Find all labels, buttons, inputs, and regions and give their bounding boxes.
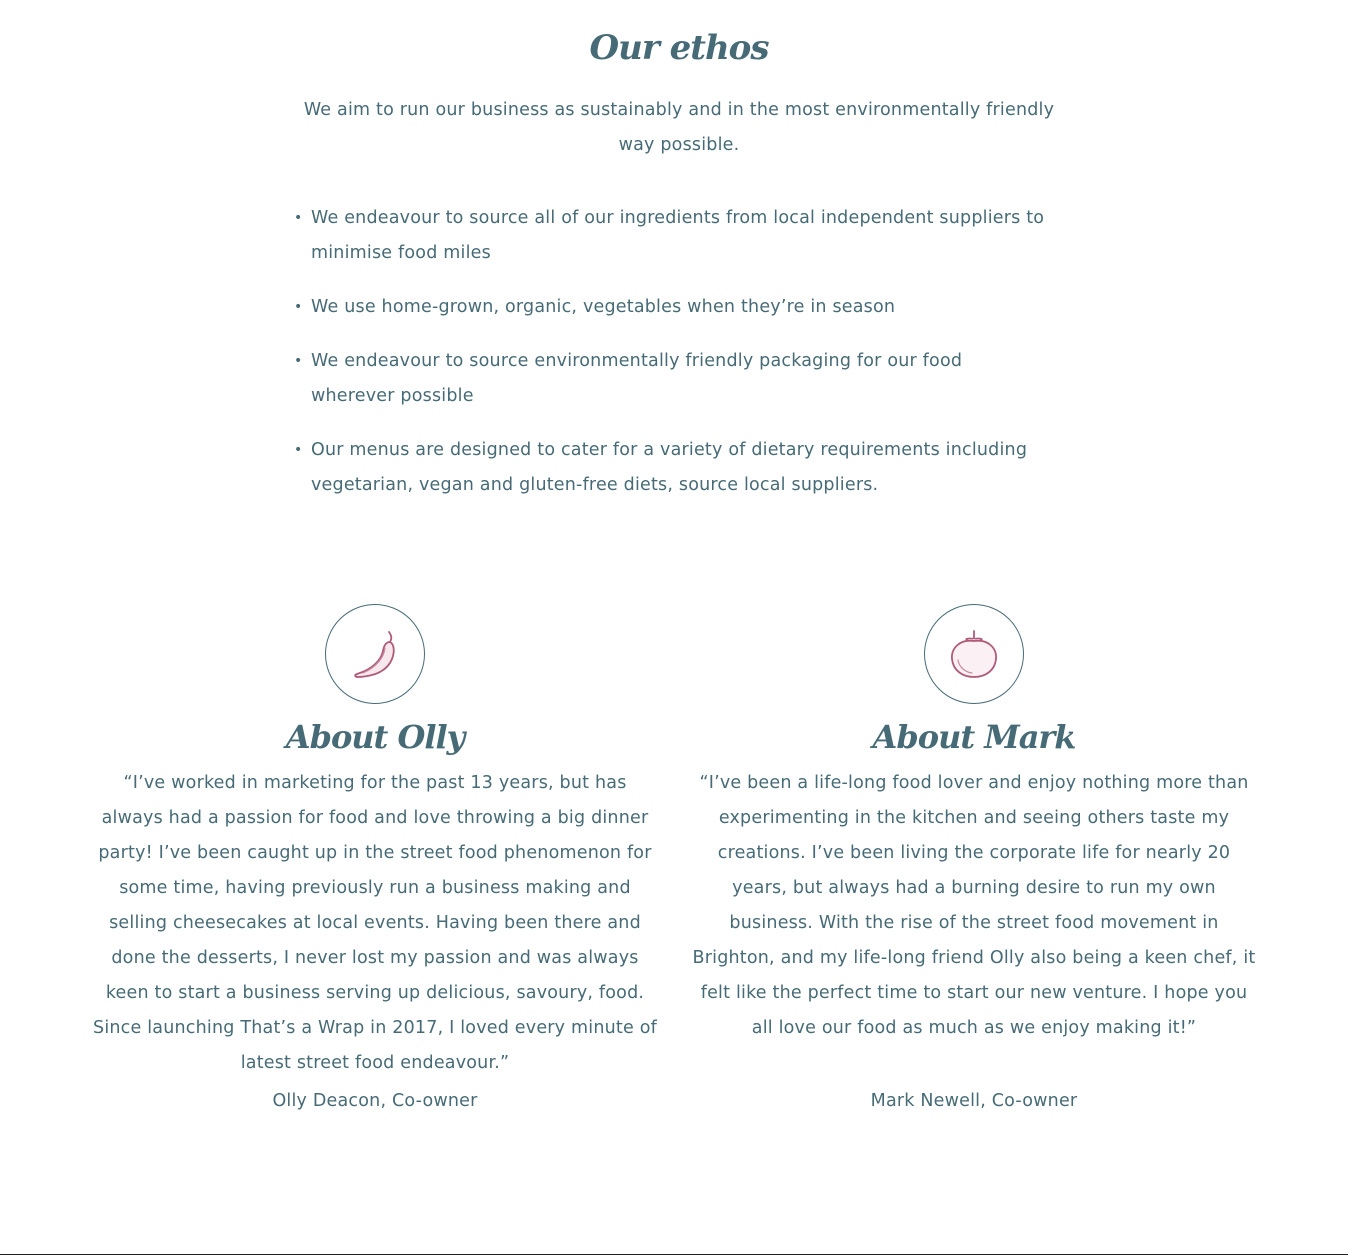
ethos-list-item	[294, 344, 1051, 414]
ethos-list-item-text: We endeavour to source all of our ingredients from local independent suppliers to minimise food miles	[311, 208, 1045, 263]
ethos-list-item-text: Our menus are designed to cater for a variety of dietary requirements including vegetarian, vegan and gluten-free diets, source local suppliers.	[311, 440, 1028, 495]
chilli-pepper-icon	[325, 604, 425, 704]
bullet-icon: •	[294, 353, 303, 369]
chilli-pepper-icon-graphic	[345, 624, 405, 684]
tomato-icon-graphic	[944, 624, 1004, 684]
bullet-icon: •	[294, 210, 303, 226]
ethos-intro: We aim to run our business as sustainably and in the most environmentally friendly way possible.	[303, 100, 1055, 155]
ethos-title: Our ethos	[589, 28, 769, 68]
about-mark-quote: “I’ve been a life-long food lover and enjoy nothing more than experimenting in the kitchen and seeing others taste my creations. I’ve been living the corporate life for nearly 20 years, but always had a burning desire to run my own business. With the rise of the street food movement in Brighton, and my life-long friend Olly also being a keen chef, it felt like the perfect time to start our new venture. I hope you all love our food as much as we enjoy making it!”	[692, 773, 1256, 1038]
bullet-icon: •	[294, 299, 303, 315]
ethos-list-item	[294, 290, 1051, 325]
about-olly-quote: “I’ve worked in marketing for the past 13 years, but has always had a passion for food and love throwing a big dinner party! I’ve been caught up in the street food phenomenon for some time, having previously run a business making and selling cheesecakes at local events. Having been there and done the desserts, I never lost my passion and was always keen to start a business serving up delicious, savoury, food. Since launching That’s a Wrap in 2017, I loved every minute of latest street food endeavour.”	[93, 773, 657, 1073]
ethos-list-item-text: We use home-grown, organic, vegetables when they’re in season	[311, 297, 896, 317]
ethos-list-item	[294, 433, 1051, 503]
bullet-icon: •	[294, 442, 303, 458]
ethos-list-item-text: We endeavour to source environmentally friendly packaging for our food wherever possible	[311, 351, 963, 406]
ethos-list-item	[294, 201, 1051, 271]
about-mark-title: About Mark	[872, 718, 1076, 756]
about-olly-title: About Olly	[285, 718, 465, 756]
about-olly-signature: Olly Deacon, Co-owner	[272, 1091, 478, 1111]
ethos-list	[294, 201, 1051, 522]
about-mark-signature: Mark Newell, Co-owner	[870, 1091, 1078, 1111]
tomato-icon	[924, 604, 1024, 704]
